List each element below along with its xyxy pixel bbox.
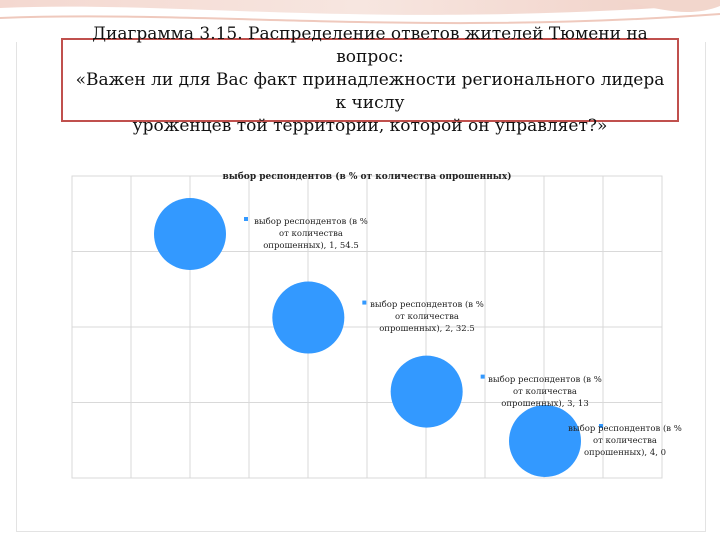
point-label-2: выбор респондентов (в % от количества опрошенных), 2, 32.5 xyxy=(370,300,484,334)
label-marker-1 xyxy=(244,217,248,221)
chart-title: выбор респондентов (в % от количества опрошенных) xyxy=(222,172,512,182)
point-label-4: выбор респондентов (в % от количества опрошенных), 4, 0 xyxy=(568,424,682,458)
point-label-1: выбор респондентов (в % от количества опрошенных), 1, 54.5 xyxy=(254,217,368,251)
bubble-point-3 xyxy=(391,356,463,428)
label-marker-2 xyxy=(362,301,366,305)
bubble-point-2 xyxy=(272,282,344,354)
label-marker-3 xyxy=(481,375,485,379)
point-label-3: выбор респондентов (в % от количества опрошенных), 3, 13 xyxy=(488,375,602,409)
slide-title: Диаграмма 3.15. Распределение ответов жителей Тюмени на вопрос: «Важен ли для Вас факт принадлежности регионального лидера к числу уроженцев той территории, которой он управляет?» xyxy=(75,23,665,136)
bubble-point-1 xyxy=(154,198,226,270)
